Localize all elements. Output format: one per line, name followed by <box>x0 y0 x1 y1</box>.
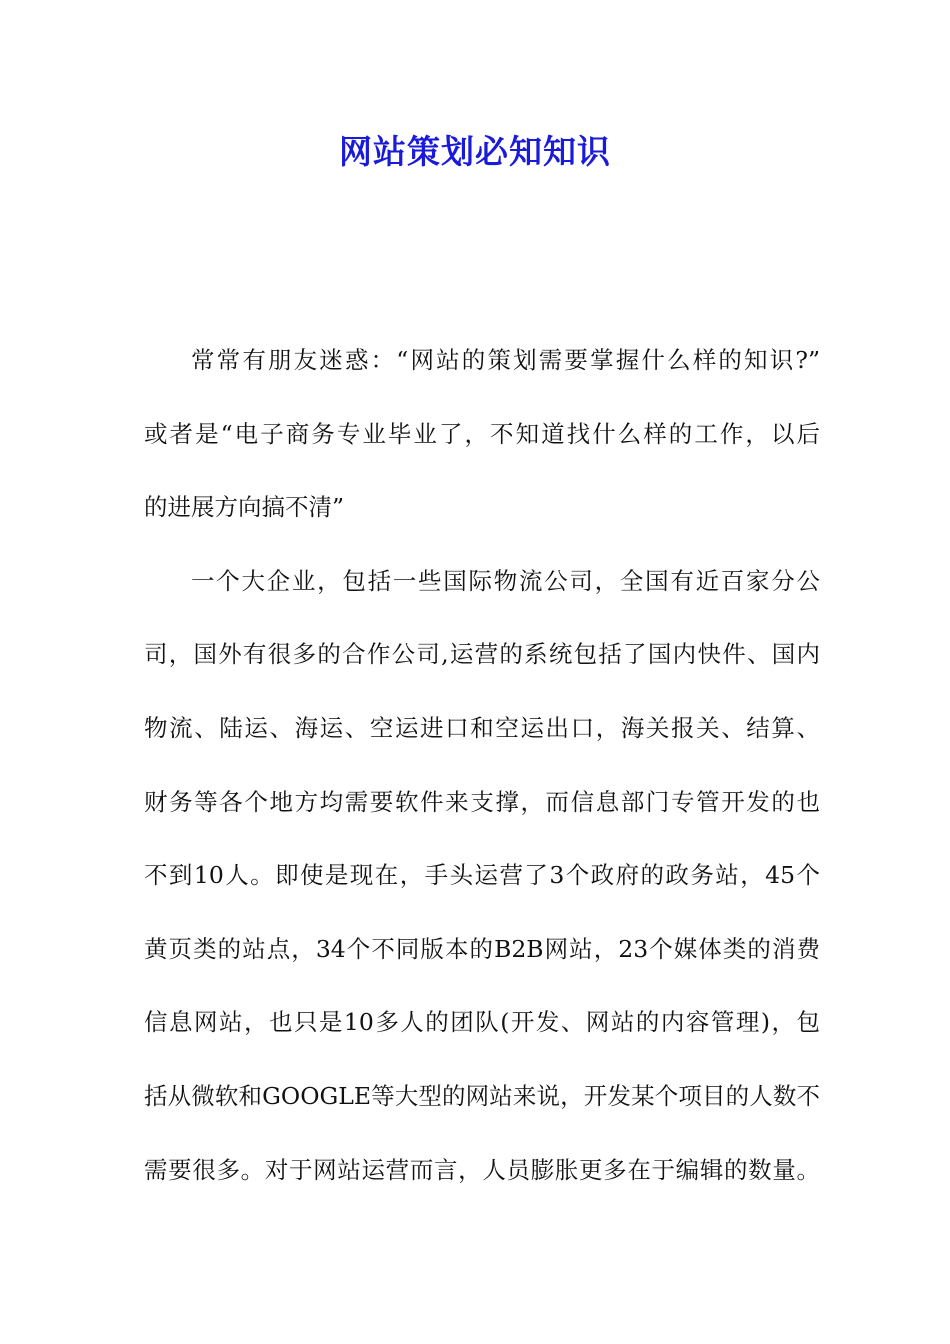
paragraph-line: 的进展方向搞不清” <box>144 493 345 522</box>
paragraph-line: 括从微软和GOOGLE等大型的网站来说，开发某个项目的人数不 <box>144 1081 820 1110</box>
paragraph-line: 或者是“电子商务专业毕业了，不知道找什么样的工作，以后 <box>144 419 820 448</box>
paragraph-line: 不到10人。即使是现在，手头运营了3个政府的政务站，45个 <box>144 861 820 890</box>
paragraph-line: 物流、陆运、海运、空运进口和空运出口，海关报关、结算、 <box>144 713 820 742</box>
paragraph-line: 常常有朋友迷惑：“网站的策划需要掌握什么样的知识?” <box>191 346 820 374</box>
paragraph-line: 信息网站，也只是10多人的团队(开发、网站的内容管理)，包 <box>144 1008 820 1037</box>
document-body <box>144 342 820 1225</box>
paragraph-line: 司，国外有很多的合作公司,运营的系统包括了国内快件、国内 <box>144 640 820 669</box>
paragraph-line: 黄页类的站点，34个不同版本的B2B网站，23个媒体类的消费 <box>144 934 820 963</box>
paragraph-line: 需要很多。对于网站运营而言，人员膨胀更多在于编辑的数量。 <box>144 1155 820 1184</box>
paragraph-line: 财务等各个地方均需要软件来支撑，而信息部门专管开发的也 <box>144 787 820 816</box>
paragraph-line: 一个大企业，包括一些国际物流公司，全国有近百家分公 <box>191 566 820 595</box>
document-title: 网站策划必知知识 <box>339 132 611 171</box>
